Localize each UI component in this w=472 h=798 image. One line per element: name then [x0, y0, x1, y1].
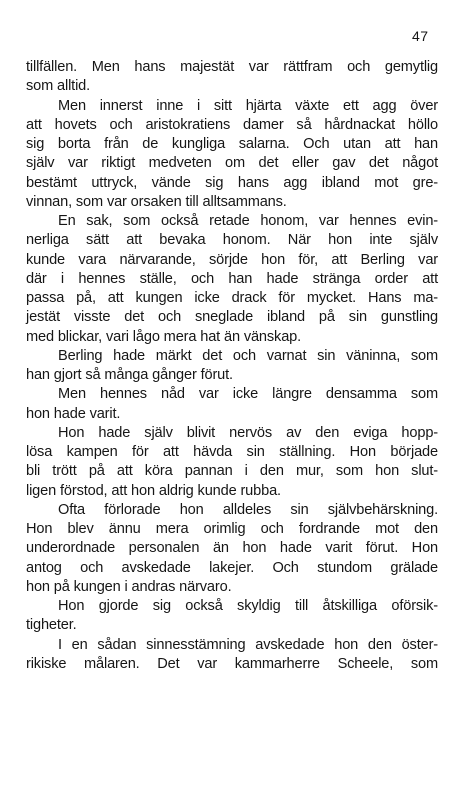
text-line: Hon hade själv blivit nervös av den eviga hopp-	[58, 424, 438, 441]
text-line: han gjort så många gånger förut.	[26, 367, 233, 383]
text-line: Hon blev ännu mera orimlig och fordrande mot den	[26, 521, 438, 537]
body-text	[26, 58, 438, 674]
text-line: rikiske målaren. Det var kammarherre Scheele, som	[26, 655, 438, 672]
text-line: som alltid.	[26, 78, 91, 95]
text-line: underordnade personalen än hon hade varit förut. Hon	[26, 540, 438, 557]
text-line: själv var riktigt medveten om det eller gav det något	[26, 155, 438, 172]
text-line: I en sådan sinnesstämning avskedade hon den öster-	[58, 636, 438, 653]
text-line: hon på kungen i andras närvaro.	[26, 578, 232, 595]
text-line: bli trött på att köra pannan i den mur, som hon slut-	[26, 463, 438, 480]
text-line: bestämt uttryck, vände sig hans agg ibland mot gre-	[26, 174, 438, 191]
text-line: tigheter.	[26, 617, 77, 634]
text-line: En sak, som också retade honom, var hennes evin-	[58, 213, 438, 229]
text-line: kunde vara närvarande, sörjde hon för, att Berling var	[26, 251, 438, 268]
text-line: jestät visste det och sneglade ibland på sin gunstling	[26, 309, 438, 326]
text-line: tillfällen. Men hans majestät var rättfram och gemytlig	[26, 59, 438, 75]
text-line: lösa kampen för att hävda sin ställning. Hon började	[26, 444, 438, 460]
text-line: Ofta förlorade hon alldeles sin självbehärskning.	[58, 501, 438, 518]
text-line: Hon gjorde sig också skyldig till åtskilliga oförsik-	[58, 598, 438, 614]
text-line: ligen förstod, att hon aldrig kunde rubba.	[26, 482, 281, 499]
text-line: med blickar, vari lågo mera hat än vänskap.	[26, 328, 302, 345]
text-line: passa på, att kungen icke drack för mycket. Hans ma-	[26, 290, 438, 306]
text-line: hon hade varit.	[26, 405, 121, 422]
text-line: nerliga sätt att bevaka honom. När hon inte själv	[26, 232, 438, 249]
text-line: Berling hade märkt det och varnat sin väninna, som	[58, 347, 438, 364]
text-line: sig borta från de kungliga salarna. Och utan att han	[26, 136, 438, 152]
text-line: Men innerst inne i sitt hjärta växte ett agg över	[58, 97, 438, 114]
text-line: vinnan, som var orsaken till alltsammans.	[26, 193, 287, 210]
text-line: där i hennes ställe, och han hade stränga order att	[26, 270, 438, 287]
text-line: antog och avskedade lakejer. Och stundom grälade	[26, 559, 438, 576]
text-line: att hovets och aristokratiens damer så hårdnackat höllo	[26, 116, 438, 133]
text-line: Men hennes nåd var icke längre densamma som	[58, 386, 438, 403]
page-number: 47	[412, 28, 429, 44]
